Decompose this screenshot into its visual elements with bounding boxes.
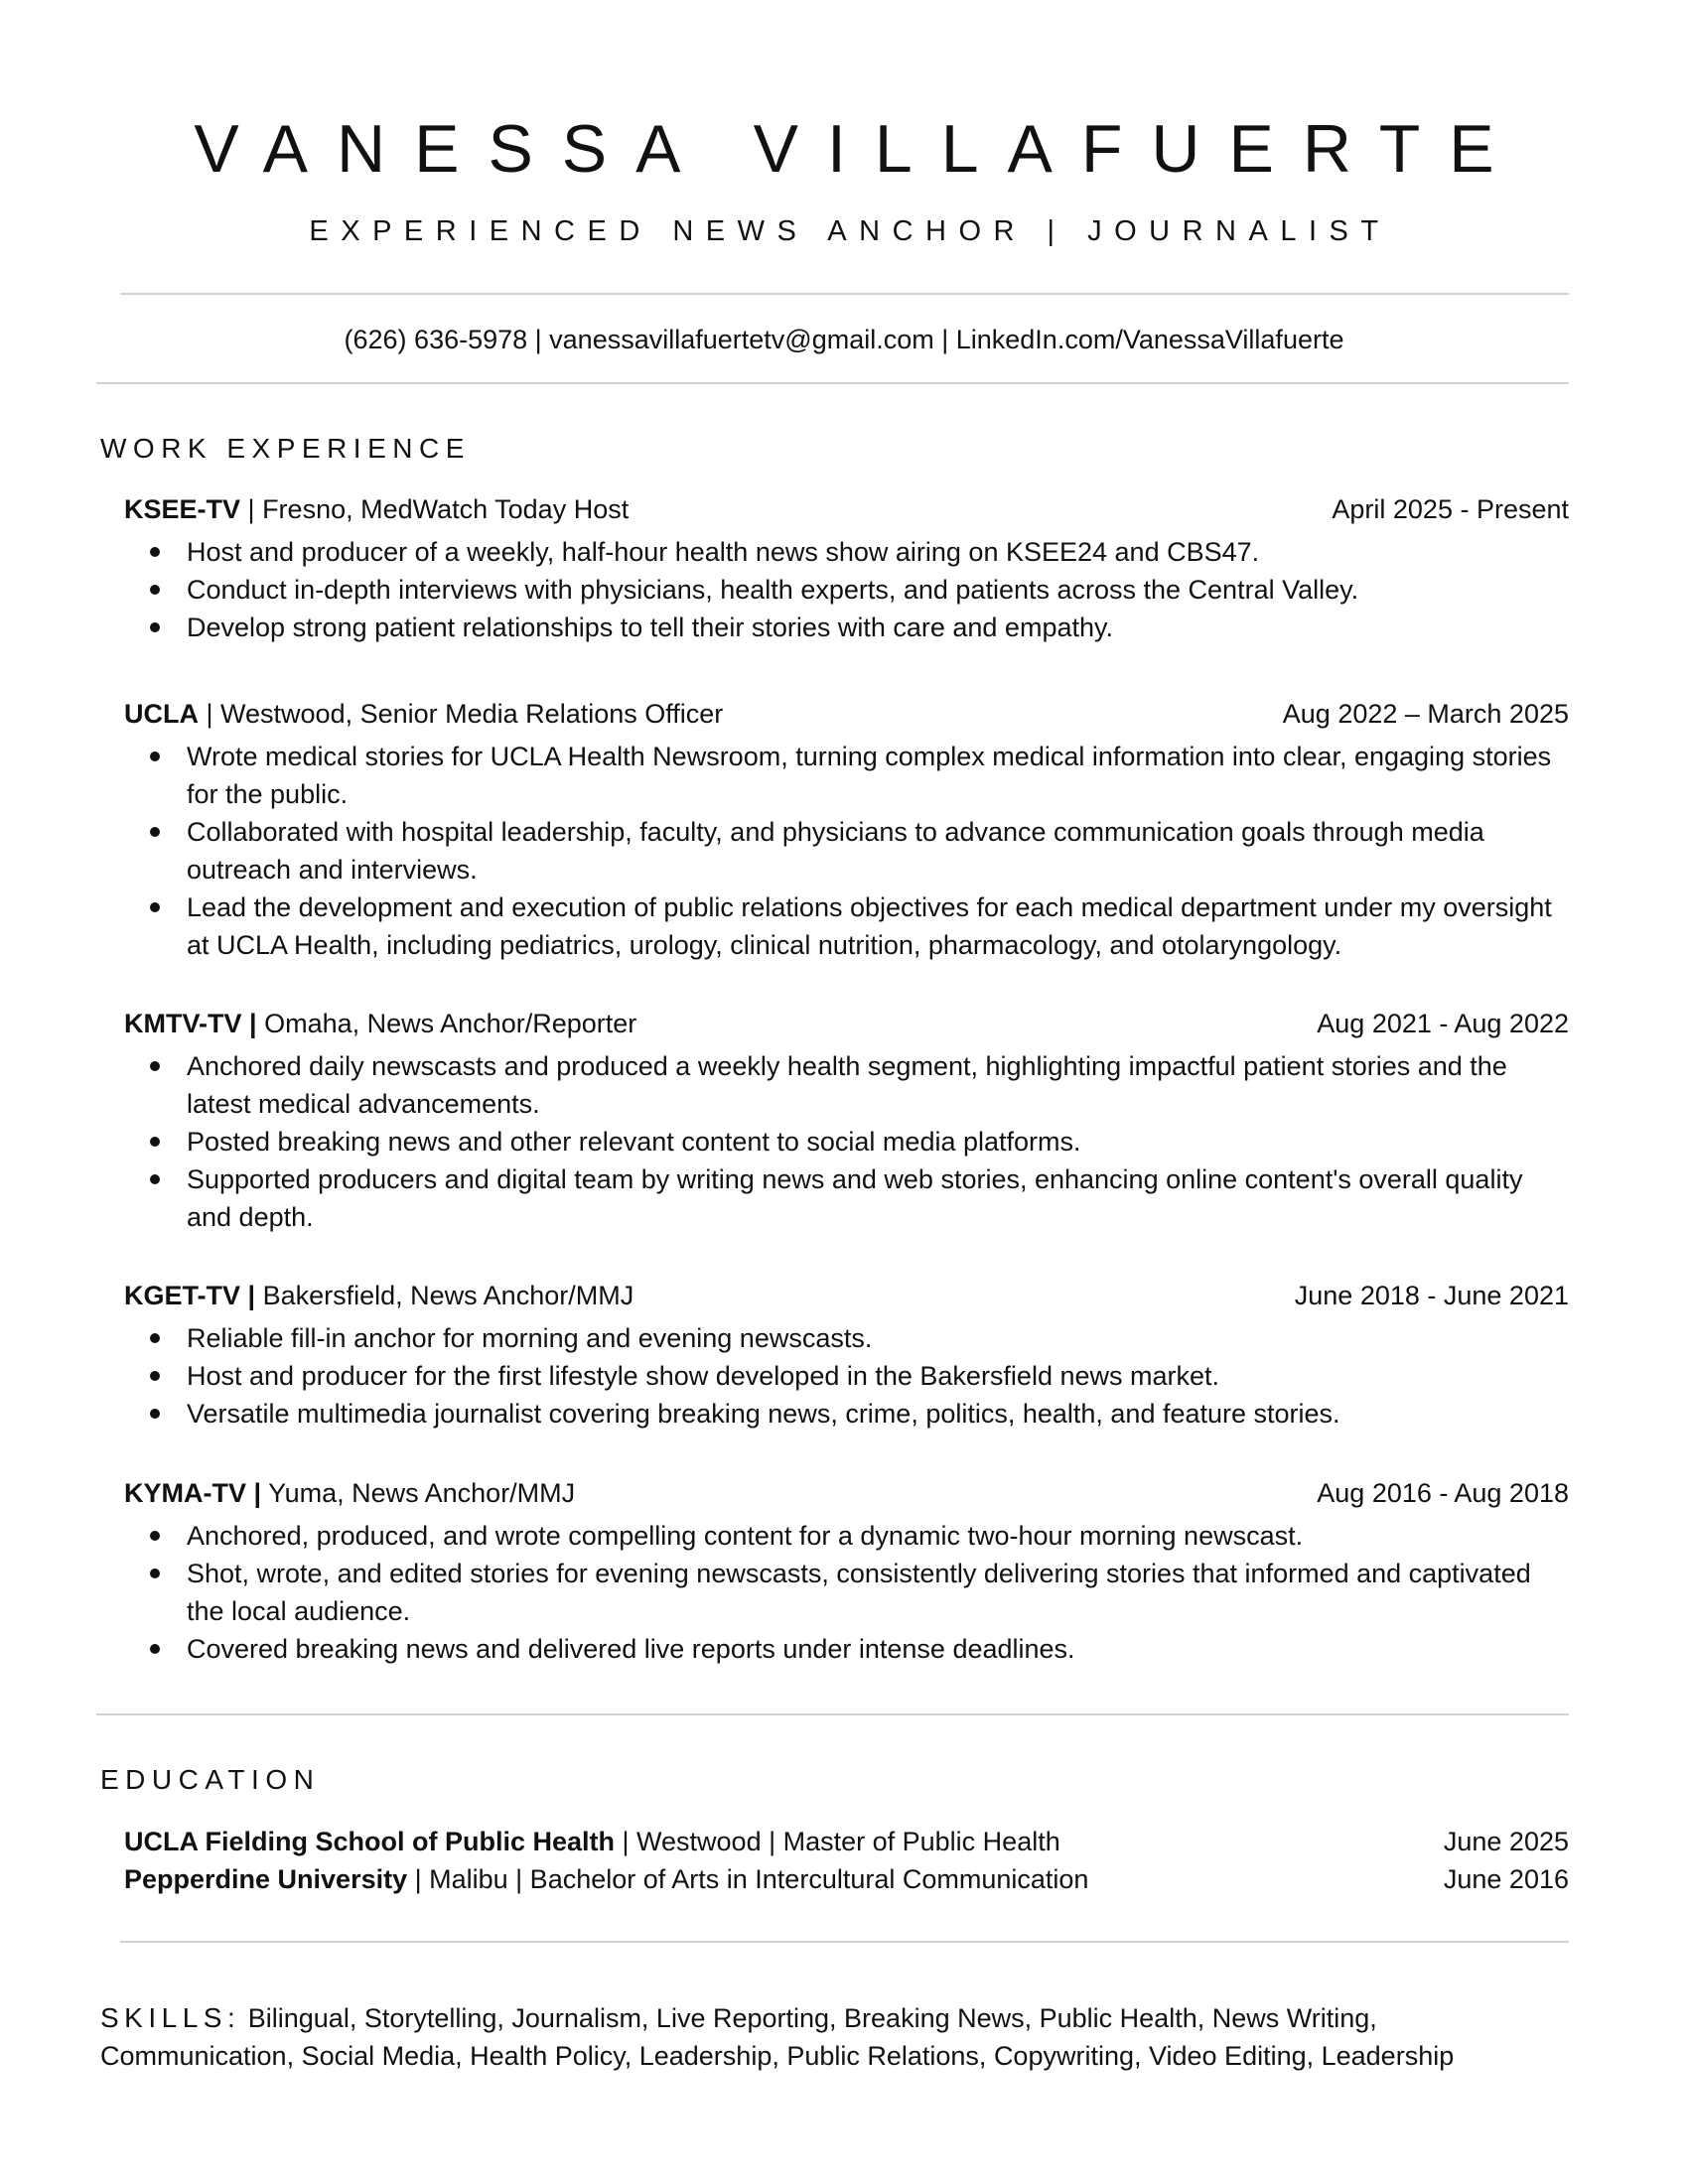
bullet-item: Supported producers and digital team by writing news and web stories, enhancing online content's overall quality and depth. [187,1160,1569,1236]
bullet-item: Collaborated with hospital leadership, faculty, and physicians to advance communication goals through media outreach and interviews. [187,813,1569,888]
bullet-item: Anchored daily newscasts and produced a weekly health segment, highlighting impactful patient stories and the latest medical advancements. [187,1047,1569,1123]
job-entry-kmtv [124,1005,1569,1236]
bullet-item: Covered breaking news and delivered live reports under intense deadlines. [187,1630,1569,1668]
job-header [124,1005,1569,1042]
bullet-item: Wrote medical stories for UCLA Health Newsroom, turning complex medical information into clear, engaging stories for the public. [187,738,1569,813]
job-bullets [124,533,1569,646]
job-detail: Westwood, Senior Media Relations Officer [220,699,724,729]
job-entry-ucla [124,695,1569,964]
bullet-item: Lead the development and execution of public relations objectives for each medical department under my oversight at UCLA Health, including pediatrics, urology, clinical nutrition, pharmacology, and otolaryngology. [187,888,1569,964]
job-detail: Omaha, News Anchor/Reporter [264,1009,637,1038]
contact-divider [96,382,1569,384]
contact-line: (626) 636-5978 | vanessavillafuertetv@gmail.com | LinkedIn.com/VanessaVillafuerte [344,325,1344,354]
education-heading: EDUCATION [100,1764,321,1795]
job-separator [257,1009,265,1038]
education-detail: | Westwood | Master of Public Health [615,1827,1060,1856]
bullet-item: Posted breaking news and other relevant content to social media platforms. [187,1123,1569,1160]
work-experience-heading: WORK EXPERIENCE [100,433,471,464]
job-detail: Fresno, MedWatch Today Host [262,494,630,524]
job-separator [255,1281,263,1310]
job-entry-kget [124,1277,1569,1433]
education-date: June 2025 [1443,1827,1569,1856]
job-dates: Aug 2016 - Aug 2018 [1317,1478,1569,1508]
bullet-item: Conduct in-depth interviews with physicians, health experts, and patients across the Central Valley. [187,571,1569,609]
job-header [124,490,1569,528]
skills-list: Bilingual, Storytelling, Journalism, Live Reporting, Breaking News, Public Health, News Writing, Communication, Social Media, Health Policy, Leadership, Public Relations, Copywriting, Video Editing, Leadership [100,2003,1455,2071]
job-separator: | [199,699,221,729]
job-detail: Bakersfield, News Anchor/MMJ [262,1281,634,1310]
education-school: Pepperdine University [124,1864,408,1894]
skills-section [100,1999,1570,2075]
job-header [124,695,1569,733]
header-divider [120,293,1569,295]
job-dates: April 2025 - Present [1332,494,1569,524]
work-divider [96,1713,1569,1715]
job-org: KMTV-TV | [124,1009,257,1038]
job-separator: | [240,494,263,524]
job-org: UCLA [124,699,199,729]
bullet-item: Host and producer of a weekly, half-hour health news show airing on KSEE24 and CBS47. [187,533,1569,571]
job-org: KYMA-TV | [124,1478,262,1508]
job-bullets [124,1319,1569,1433]
job-entry-kyma [124,1474,1569,1668]
job-org: KGET-TV | [124,1281,256,1310]
bullet-item: Develop strong patient relationships to tell their stories with care and empathy. [187,609,1569,646]
job-entry-ksee [124,490,1569,646]
education-school: UCLA Fielding School of Public Health [124,1827,616,1856]
education-list [124,1823,1569,1898]
job-bullets [124,738,1569,964]
job-header [124,1277,1569,1314]
bullet-item: Anchored, produced, and wrote compelling content for a dynamic two-hour morning newscast. [187,1517,1569,1555]
education-detail: | Malibu | Bachelor of Arts in Intercultural Communication [407,1864,1089,1894]
job-header [124,1474,1569,1512]
job-bullets [124,1517,1569,1668]
job-separator [261,1478,268,1508]
bullet-item: Versatile multimedia journalist covering breaking news, crime, politics, health, and feature stories. [187,1395,1569,1433]
job-org: KSEE-TV [124,494,241,524]
job-dates: Aug 2022 – March 2025 [1282,699,1569,729]
bullet-item: Reliable fill-in anchor for morning and evening newscasts. [187,1319,1569,1357]
bullet-item: Shot, wrote, and edited stories for evening newscasts, consistently delivering stories that informed and captivated the local audience. [187,1555,1569,1630]
job-bullets [124,1047,1569,1236]
education-entry [124,1823,1569,1860]
education-entry [124,1860,1569,1898]
job-dates: Aug 2021 - Aug 2022 [1317,1009,1569,1038]
education-date: June 2016 [1443,1864,1569,1894]
job-detail: Yuma, News Anchor/MMJ [268,1478,576,1508]
candidate-name: VANESSA VILLAFUERTE [194,111,1523,187]
bullet-item: Host and producer for the first lifestyle show developed in the Bakersfield news market. [187,1357,1569,1395]
skills-label: SKILLS: [100,2002,241,2033]
job-dates: June 2018 - June 2021 [1294,1281,1569,1310]
education-divider [120,1941,1569,1943]
candidate-title: EXPERIENCED NEWS ANCHOR | JOURNALIST [309,215,1391,247]
